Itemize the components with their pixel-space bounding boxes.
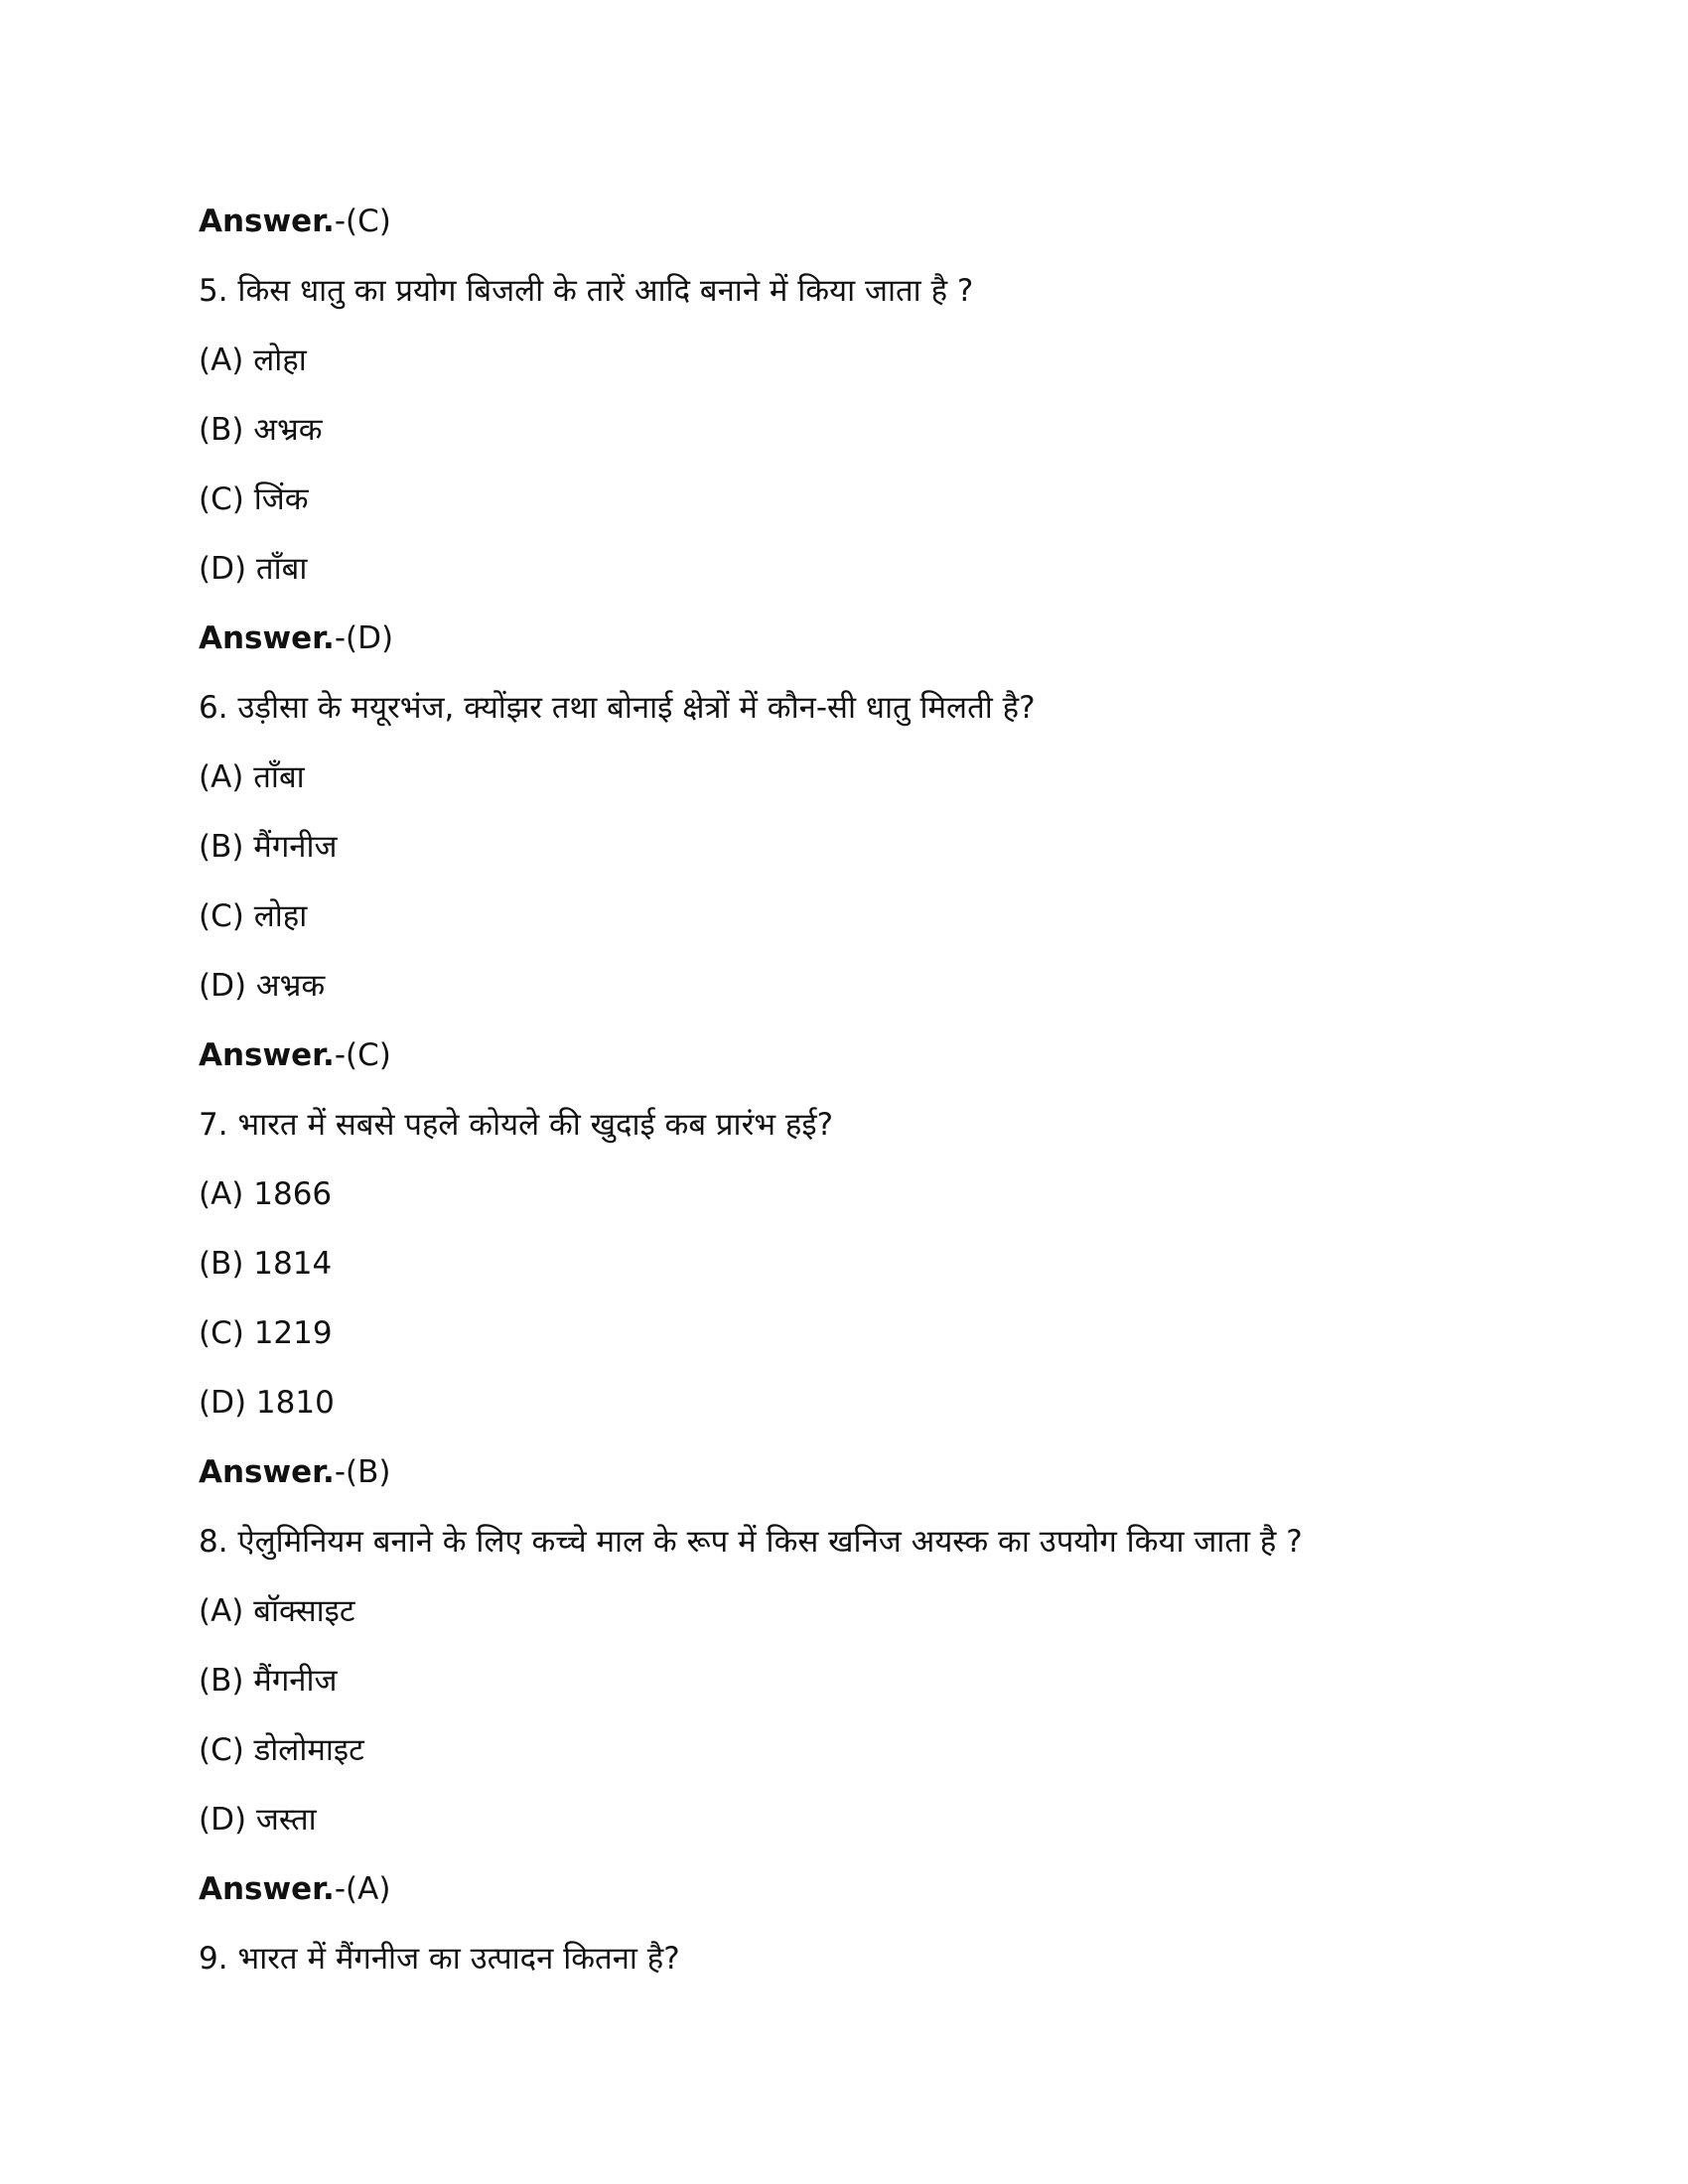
option-text: (B) 1814 [199, 1246, 333, 1282]
option-text: (A) ताँबा [199, 759, 305, 795]
option-text: (B) मैंगनीज [199, 829, 338, 865]
option-text: (D) 1810 [199, 1385, 335, 1421]
option-text: (C) 1219 [199, 1315, 333, 1351]
question-text: 7. भारत में सबसे पहले कोयले की खुदाई कब प्रारंभ हई? [199, 1107, 834, 1143]
answer-value: -(C) [334, 204, 391, 239]
answer-value: -(A) [334, 1871, 391, 1907]
answer-line [199, 1861, 1589, 1931]
option-text: (B) अभ्रक [199, 412, 323, 448]
answer-label: Answer. [199, 1037, 335, 1073]
answer-value: -(C) [334, 1037, 391, 1073]
answer-label: Answer. [199, 1454, 335, 1490]
option-text: (A) बॉक्साइट [199, 1593, 355, 1629]
answer-line [199, 611, 1589, 680]
option-text: (C) लोहा [199, 898, 308, 934]
question-text: 6. उड़ीसा के मयूरभंज, क्योंझर तथा बोनाई क्षेत्रों में कौन-सी धातु मिलती है? [199, 690, 1036, 726]
option-text: (B) मैंगनीज [199, 1663, 338, 1699]
option-text: (A) लोहा [199, 342, 307, 378]
question-text: 5. किस धातु का प्रयोग बिजली के तारें आदि बनाने में किया जाता है ? [199, 273, 974, 309]
answer-value: -(D) [334, 620, 394, 656]
answer-line [199, 1027, 1589, 1097]
answer-label: Answer. [199, 620, 335, 656]
answer-label: Answer. [199, 1871, 335, 1907]
option-text: (D) जस्ता [199, 1802, 317, 1838]
answer-line [199, 194, 1589, 263]
option-text: (C) जिंक [199, 481, 309, 517]
answer-label: Answer. [199, 204, 335, 239]
option-text: (C) डोलोमाइट [199, 1732, 364, 1768]
option-text: (D) अभ्रक [199, 968, 326, 1004]
quiz-page [199, 194, 1589, 2000]
option-text: (D) ताँबा [199, 551, 308, 587]
answer-line [199, 1444, 1589, 1514]
option-text: (A) 1866 [199, 1176, 333, 1212]
question-text: 8. ऐलुमिनियम बनाने के लिए कच्चे माल के रूप में किस खनिज अयस्क का उपयोग किया जाता है ? [199, 1524, 1303, 1560]
answer-value: -(B) [334, 1454, 391, 1490]
question-text: 9. भारत में मैंगनीज का उत्पादन कितना है? [199, 1941, 680, 1977]
